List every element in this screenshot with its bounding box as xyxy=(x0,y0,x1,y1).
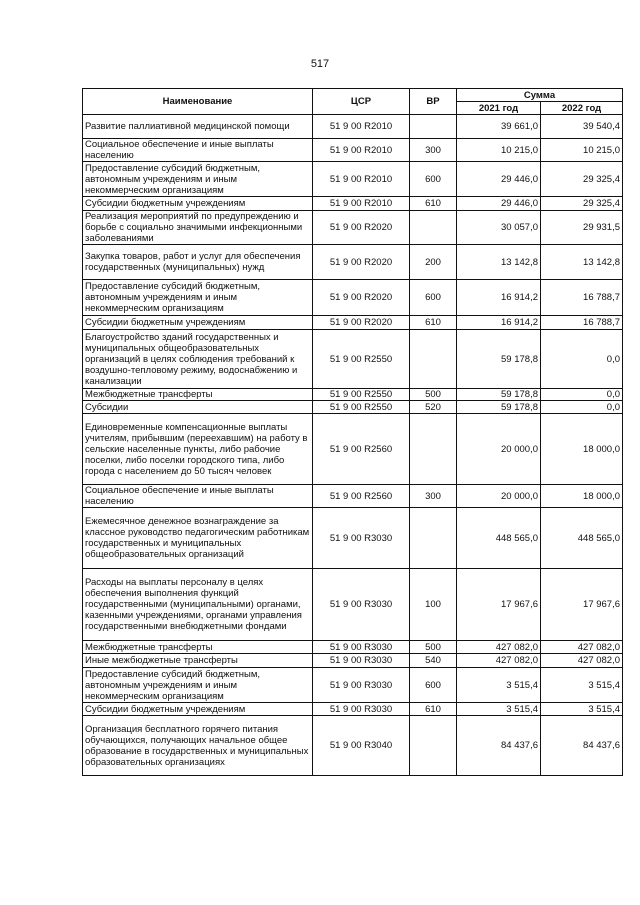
row-name-cell: Предоставление субсидий бюджетным, автономным учреждениям и иным некоммерческим организациям xyxy=(83,668,313,703)
header-year-2021: 2021 год xyxy=(457,102,541,115)
row-vr-cell xyxy=(410,716,457,776)
table-row xyxy=(83,414,623,485)
table-row xyxy=(83,245,623,280)
table-row xyxy=(83,197,623,211)
row-amount-2022-cell: 0,0 xyxy=(541,389,623,401)
page-number: 517 xyxy=(310,58,330,70)
row-name-cell: Межбюджетные трансферты xyxy=(83,389,313,401)
row-amount-2021-cell: 448 565,0 xyxy=(457,508,541,569)
table-row xyxy=(83,139,623,162)
row-amount-2022-cell: 29 325,4 xyxy=(541,162,623,197)
row-name-cell: Закупка товаров, работ и услуг для обеспечения государственных (муниципальных) нужд xyxy=(83,245,313,280)
row-amount-2022-cell: 39 540,4 xyxy=(541,115,623,139)
table-row xyxy=(83,641,623,654)
row-amount-2021-cell: 30 057,0 xyxy=(457,211,541,245)
row-amount-2022-cell: 84 437,6 xyxy=(541,716,623,776)
row-csr-cell: 51 9 00 R2550 xyxy=(313,330,410,389)
row-csr-cell: 51 9 00 R3030 xyxy=(313,508,410,569)
row-vr-cell: 100 xyxy=(410,569,457,641)
row-name-cell: Единовременные компенсационные выплаты учителям, прибывшим (переехавшим) на работу в сельские населенные пункты, либо рабочие поселки, либо поселки городского типа, либо города с населением до 50 тысяч человек xyxy=(83,414,313,485)
table-row xyxy=(83,508,623,569)
row-vr-cell: 300 xyxy=(410,485,457,508)
row-vr-cell xyxy=(410,115,457,139)
row-name-cell: Организация бесплатного горячего питания обучающихся, получающих начальное общее образование в государственных и муниципальных образовательных организациях xyxy=(83,716,313,776)
row-csr-cell: 51 9 00 R2020 xyxy=(313,211,410,245)
row-amount-2021-cell: 17 967,6 xyxy=(457,569,541,641)
row-amount-2022-cell: 0,0 xyxy=(541,330,623,389)
row-csr-cell: 51 9 00 R3030 xyxy=(313,703,410,716)
row-name-cell: Ежемесячное денежное вознаграждение за классное руководство педагогическим работникам государственных и муниципальных общеобразовательных организаций xyxy=(83,508,313,569)
row-amount-2021-cell: 84 437,6 xyxy=(457,716,541,776)
row-csr-cell: 51 9 00 R3030 xyxy=(313,641,410,654)
row-amount-2021-cell: 29 446,0 xyxy=(457,162,541,197)
table-row xyxy=(83,389,623,401)
row-amount-2021-cell: 16 914,2 xyxy=(457,316,541,330)
row-name-cell: Межбюджетные трансферты xyxy=(83,641,313,654)
row-vr-cell: 520 xyxy=(410,401,457,414)
budget-table xyxy=(82,88,623,776)
row-vr-cell: 600 xyxy=(410,668,457,703)
row-csr-cell: 51 9 00 R3040 xyxy=(313,716,410,776)
row-csr-cell: 51 9 00 R2010 xyxy=(313,139,410,162)
row-csr-cell: 51 9 00 R2020 xyxy=(313,245,410,280)
row-vr-cell: 200 xyxy=(410,245,457,280)
row-amount-2021-cell: 29 446,0 xyxy=(457,197,541,211)
table-row xyxy=(83,316,623,330)
row-name-cell: Субсидии xyxy=(83,401,313,414)
row-amount-2021-cell: 13 142,8 xyxy=(457,245,541,280)
row-vr-cell: 500 xyxy=(410,389,457,401)
row-amount-2021-cell: 59 178,8 xyxy=(457,401,541,414)
row-vr-cell xyxy=(410,508,457,569)
table-row xyxy=(83,280,623,316)
row-amount-2022-cell: 17 967,6 xyxy=(541,569,623,641)
row-csr-cell: 51 9 00 R2550 xyxy=(313,389,410,401)
row-vr-cell xyxy=(410,414,457,485)
row-amount-2021-cell: 3 515,4 xyxy=(457,703,541,716)
row-amount-2022-cell: 16 788,7 xyxy=(541,280,623,316)
row-csr-cell: 51 9 00 R3030 xyxy=(313,569,410,641)
row-amount-2022-cell: 16 788,7 xyxy=(541,316,623,330)
table-row xyxy=(83,115,623,139)
table-row xyxy=(83,716,623,776)
table-row xyxy=(83,654,623,668)
row-amount-2022-cell: 29 325,4 xyxy=(541,197,623,211)
table-row xyxy=(83,162,623,197)
header-vr: ВР xyxy=(410,89,457,115)
row-amount-2022-cell: 18 000,0 xyxy=(541,485,623,508)
row-vr-cell xyxy=(410,330,457,389)
row-amount-2022-cell: 427 082,0 xyxy=(541,641,623,654)
row-csr-cell: 51 9 00 R2010 xyxy=(313,115,410,139)
row-vr-cell: 500 xyxy=(410,641,457,654)
header-sum: Сумма xyxy=(457,89,623,102)
table-row xyxy=(83,485,623,508)
row-csr-cell: 51 9 00 R3030 xyxy=(313,654,410,668)
row-amount-2021-cell: 427 082,0 xyxy=(457,654,541,668)
table-row xyxy=(83,703,623,716)
row-amount-2021-cell: 10 215,0 xyxy=(457,139,541,162)
row-amount-2021-cell: 59 178,8 xyxy=(457,389,541,401)
row-amount-2021-cell: 3 515,4 xyxy=(457,668,541,703)
row-vr-cell: 600 xyxy=(410,162,457,197)
row-amount-2022-cell: 3 515,4 xyxy=(541,668,623,703)
row-name-cell: Социальное обеспечение и иные выплаты населению xyxy=(83,139,313,162)
row-csr-cell: 51 9 00 R3030 xyxy=(313,668,410,703)
row-vr-cell xyxy=(410,211,457,245)
row-vr-cell: 600 xyxy=(410,280,457,316)
row-amount-2021-cell: 20 000,0 xyxy=(457,485,541,508)
table-row xyxy=(83,569,623,641)
row-name-cell: Предоставление субсидий бюджетным, автономным учреждениям и иным некоммерческим организациям xyxy=(83,162,313,197)
row-amount-2022-cell: 29 931,5 xyxy=(541,211,623,245)
row-name-cell: Иные межбюджетные трансферты xyxy=(83,654,313,668)
row-amount-2021-cell: 427 082,0 xyxy=(457,641,541,654)
row-vr-cell: 300 xyxy=(410,139,457,162)
row-vr-cell: 610 xyxy=(410,703,457,716)
row-name-cell: Расходы на выплаты персоналу в целях обеспечения выполнения функций государственными (муниципальными) органами, казенными учреждениями, органами управления государственными внебюджетными фондами xyxy=(83,569,313,641)
row-amount-2021-cell: 20 000,0 xyxy=(457,414,541,485)
row-name-cell: Субсидии бюджетным учреждениям xyxy=(83,703,313,716)
row-csr-cell: 51 9 00 R2560 xyxy=(313,414,410,485)
table-row xyxy=(83,401,623,414)
row-vr-cell: 610 xyxy=(410,316,457,330)
header-csr: ЦСР xyxy=(313,89,410,115)
row-csr-cell: 51 9 00 R2550 xyxy=(313,401,410,414)
row-amount-2021-cell: 59 178,8 xyxy=(457,330,541,389)
header-name: Наименование xyxy=(83,89,313,115)
row-name-cell: Предоставление субсидий бюджетным, автономным учреждениям и иным некоммерческим организациям xyxy=(83,280,313,316)
table-row xyxy=(83,330,623,389)
row-vr-cell: 540 xyxy=(410,654,457,668)
row-amount-2021-cell: 16 914,2 xyxy=(457,280,541,316)
row-vr-cell: 610 xyxy=(410,197,457,211)
row-amount-2022-cell: 18 000,0 xyxy=(541,414,623,485)
table-row xyxy=(83,211,623,245)
row-name-cell: Социальное обеспечение и иные выплаты населению xyxy=(83,485,313,508)
row-amount-2022-cell: 10 215,0 xyxy=(541,139,623,162)
header-year-2022: 2022 год xyxy=(541,102,623,115)
row-amount-2022-cell: 13 142,8 xyxy=(541,245,623,280)
row-amount-2022-cell: 0,0 xyxy=(541,401,623,414)
row-csr-cell: 51 9 00 R2020 xyxy=(313,316,410,330)
row-name-cell: Развитие паллиативной медицинской помощи xyxy=(83,115,313,139)
row-amount-2022-cell: 427 082,0 xyxy=(541,654,623,668)
header-row xyxy=(83,89,623,102)
row-name-cell: Субсидии бюджетным учреждениям xyxy=(83,316,313,330)
row-amount-2021-cell: 39 661,0 xyxy=(457,115,541,139)
row-csr-cell: 51 9 00 R2010 xyxy=(313,197,410,211)
row-amount-2022-cell: 3 515,4 xyxy=(541,703,623,716)
row-name-cell: Реализация мероприятий по предупреждению и борьбе с социально значимыми инфекционными заболеваниями xyxy=(83,211,313,245)
row-csr-cell: 51 9 00 R2560 xyxy=(313,485,410,508)
table-row xyxy=(83,668,623,703)
row-name-cell: Благоустройство зданий государственных и муниципальных общеобразовательных организаций в целях соблюдения требований к воздушно-тепловому режиму, водоснабжению и канализации xyxy=(83,330,313,389)
row-name-cell: Субсидии бюджетным учреждениям xyxy=(83,197,313,211)
row-amount-2022-cell: 448 565,0 xyxy=(541,508,623,569)
row-csr-cell: 51 9 00 R2020 xyxy=(313,280,410,316)
row-csr-cell: 51 9 00 R2010 xyxy=(313,162,410,197)
